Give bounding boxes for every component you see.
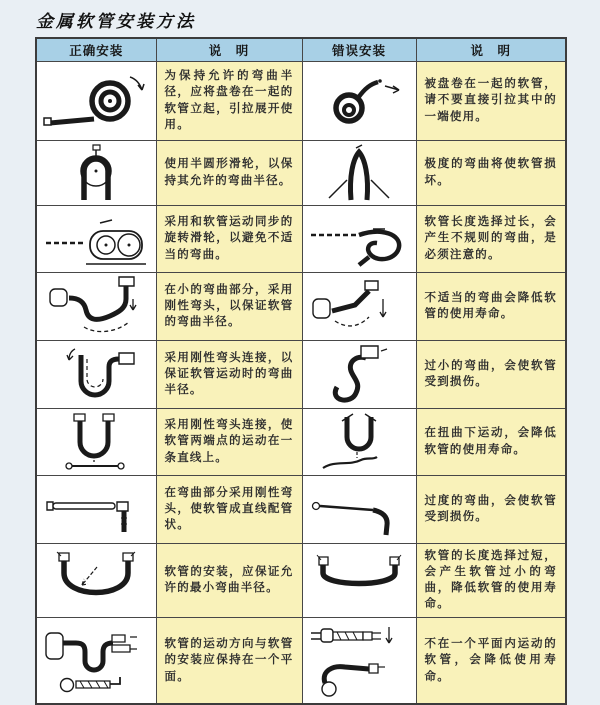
wrong-description: 极度的弯曲将使软管损坏。 [416,140,566,205]
table-row [36,61,566,140]
correct-description: 软管的安装，应保证允许的最小弯曲半径。 [156,543,302,617]
wrong-description: 不在一个平面内运动的软管，会降低使用寿命。 [416,617,566,704]
extreme-bend-illustration [307,144,411,202]
wrong-illustration-cell [302,617,416,704]
correct-illustration-cell [36,340,156,408]
correct-illustration-cell [36,617,156,704]
rigid-elbow-small-bend-illustration [41,275,151,337]
excessive-bend-illustration [307,480,411,538]
twisted-motion-illustration [307,412,411,472]
table-row [36,475,566,543]
correct-illustration-cell [36,205,156,272]
page-title: 金属软管安装方法 [36,12,196,32]
wrong-description: 软管的长度选择过短，会产生软管过小的弯曲，降低软管的使用寿命。 [416,543,566,617]
same-plane-motion-illustration [40,623,152,699]
too-small-bend-illustration [307,343,411,405]
straight-piping-rigid-elbow-illustration [41,480,151,538]
minimum-bend-radius-illustration [41,549,151,611]
coiled-hose-stood-up-illustration [40,67,152,135]
wrong-illustration-cell [302,272,416,340]
endpoints-straight-line-illustration [41,412,151,472]
rigid-elbow-connection-illustration [41,343,151,405]
correct-description: 使用半圆形滑轮，以保持其允许的弯曲半径。 [156,140,302,205]
table-row [36,340,566,408]
hose-installation-table [35,37,567,705]
table-row [36,408,566,475]
header-wrong-installation: 错误安装 [302,38,416,61]
wrong-illustration-cell [302,340,416,408]
table-header-row [36,38,566,61]
correct-description: 在弯曲部分采用刚性弯头，使软管成直线配管状。 [156,475,302,543]
table-row [36,140,566,205]
rotating-pulleys-illustration [40,209,152,269]
correct-description: 采用刚性弯头连接，使软管两端点的运动在一条直线上。 [156,408,302,475]
semicircular-pulley-illustration [41,144,151,202]
wrong-description: 被盘卷在一起的软管，请不要直接引拉其中的一端使用。 [416,61,566,140]
table-row [36,617,566,704]
correct-description: 软管的运动方向与软管的安装应保持在一个平面。 [156,617,302,704]
correct-description: 采用和软管运动同步的旋转滑轮，以避免不适当的弯曲。 [156,205,302,272]
header-description-right: 说 明 [416,38,566,61]
header-correct-installation: 正确安装 [36,38,156,61]
correct-illustration-cell [36,543,156,617]
hose-too-short-illustration [307,549,411,611]
wrong-illustration-cell [302,140,416,205]
correct-illustration-cell [36,61,156,140]
wrong-description: 不适当的弯曲会降低软管的使用寿命。 [416,272,566,340]
correct-description: 在小的弯曲部分，采用刚性弯头，以保证软管的弯曲半径。 [156,272,302,340]
wrong-illustration-cell [302,61,416,140]
wrong-description: 软管长度选择过长，会产生不规则的弯曲，是必须注意的。 [416,205,566,272]
wrong-illustration-cell [302,543,416,617]
out-of-plane-motion-illustration [307,623,411,699]
wrong-illustration-cell [302,475,416,543]
table-row [36,272,566,340]
irregular-bend-illustration [307,209,411,269]
wrong-description: 过小的弯曲，会使软管受到损伤。 [416,340,566,408]
correct-illustration-cell [36,272,156,340]
table-row [36,543,566,617]
coiled-hose-direct-pull-illustration [307,70,411,132]
correct-illustration-cell [36,140,156,205]
wrong-illustration-cell [302,205,416,272]
wrong-description: 过度的弯曲，会使软管受到损伤。 [416,475,566,543]
correct-description: 为保持允许的弯曲半径，应将盘卷在一起的软管立起，引拉展开使用。 [156,61,302,140]
table-row [36,205,566,272]
improper-bend-illustration [307,275,411,337]
wrong-description: 在扭曲下运动，会降低软管的使用寿命。 [416,408,566,475]
header-description-left: 说 明 [156,38,302,61]
wrong-illustration-cell [302,408,416,475]
correct-illustration-cell [36,475,156,543]
correct-illustration-cell [36,408,156,475]
correct-description: 采用刚性弯头连接，以保证软管运动时的弯曲半径。 [156,340,302,408]
